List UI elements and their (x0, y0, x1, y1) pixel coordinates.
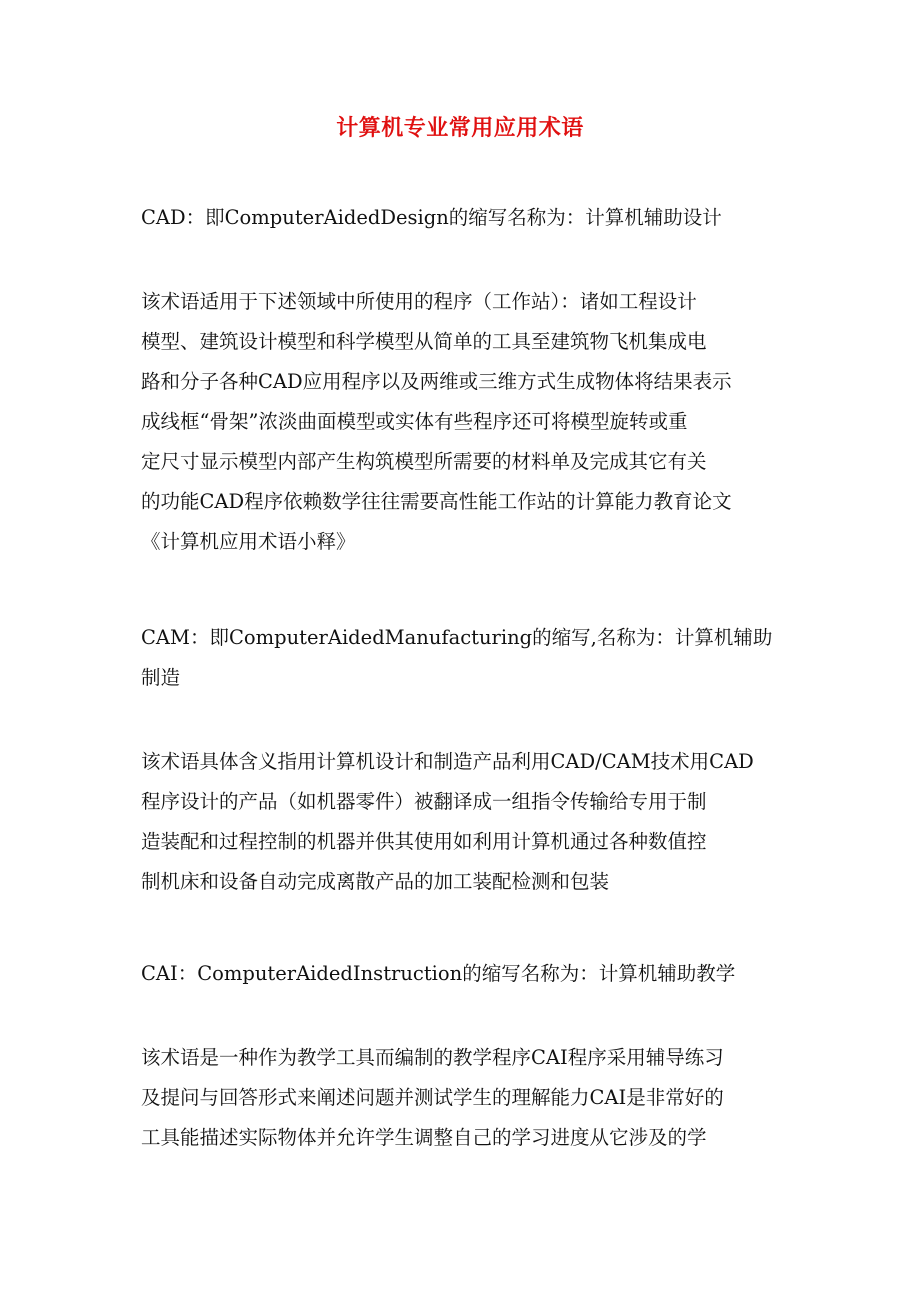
text-line: 制机床和设备自动完成离散产品的加工装配检测和包装 (141, 870, 610, 893)
text-line: 该术语适用于下述领域中所使用的程序（工作站）：诸如工程设计 (141, 290, 697, 313)
paragraph-cad-definition (141, 198, 781, 238)
text-line: 造装配和过程控制的机器并供其使用如利用计算机通过各种数值控 (141, 830, 707, 853)
paragraph-cai-definition (141, 954, 781, 994)
text-line: 该术语是一种作为教学工具而编制的教学程序CAI程序采用辅导练习 (141, 1046, 724, 1069)
text-line: 《计算机应用术语小释》 (141, 530, 356, 553)
text-line: 制造 (141, 666, 181, 689)
text-line: 工具能描述实际物体并允许学生调整自己的学习进度从它涉及的学 (141, 1126, 707, 1149)
text-line: 定尺寸显示模型内部产生构筑模型所需要的材料单及完成其它有关 (141, 450, 707, 473)
text-line: 程序设计的产品（如机器零件）被翻译成一组指令传输给专用于制 (141, 790, 707, 813)
text-line: CAD：即ComputerAidedDesign的缩写名称为：计算机辅助设计 (141, 206, 722, 229)
text-line: 该术语具体含义指用计算机设计和制造产品利用CAD/CAM技术用CAD (141, 750, 754, 773)
paragraph-cam-definition (141, 618, 781, 698)
text-line: 模型、建筑设计模型和科学模型从简单的工具至建筑物飞机集成电 (141, 330, 707, 353)
document-title: 计算机专业常用应用术语 (336, 116, 584, 141)
text-line: 及提问与回答形式来阐述问题并测试学生的理解能力CAI是非常好的 (141, 1086, 724, 1109)
paragraph-cam-description (141, 742, 781, 902)
text-line: 的功能CAD程序依赖数学往往需要高性能工作站的计算能力教育论文 (141, 490, 732, 513)
text-line: CAM：即ComputerAidedManufacturing的缩写,名称为：计算机辅助 (141, 626, 773, 649)
text-line: 成线框“骨架”浓淡曲面模型或实体有些程序还可将模型旋转或重 (141, 410, 688, 433)
paragraph-cad-description (141, 282, 781, 562)
paragraph-cai-description (141, 1038, 781, 1158)
text-line: CAI：ComputerAidedInstruction的缩写名称为：计算机辅助教学 (141, 962, 736, 985)
text-line: 路和分子各种CAD应用程序以及两维或三维方式生成物体将结果表示 (141, 370, 732, 393)
